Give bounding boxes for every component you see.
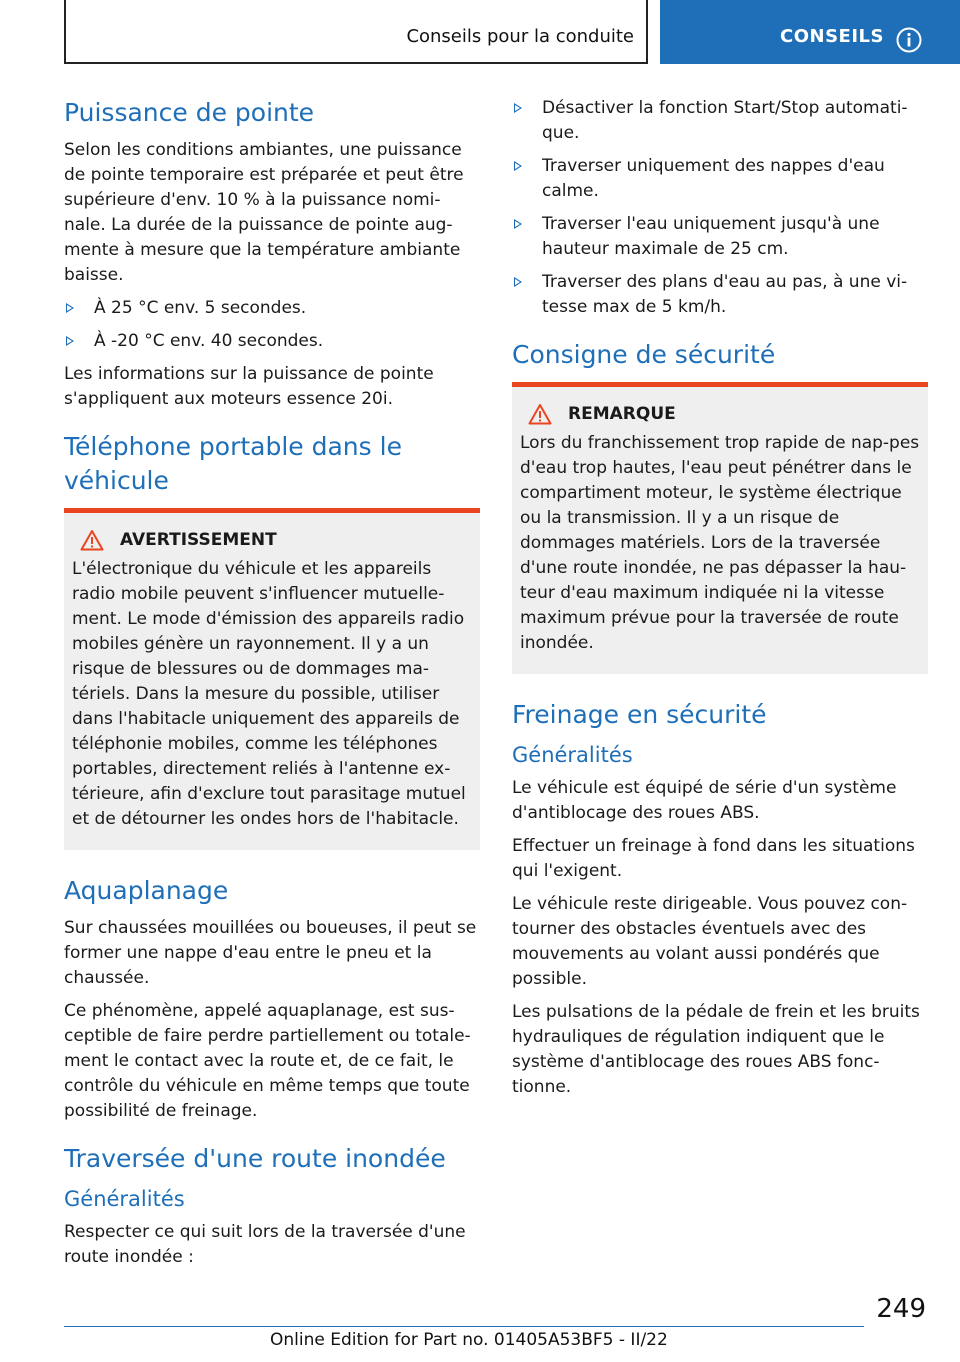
warning-box xyxy=(64,508,480,850)
list-item: À -20 °C env. 40 secondes. xyxy=(64,329,480,354)
right-column xyxy=(512,96,928,1108)
triangle-bullet-icon xyxy=(514,161,522,171)
list-item: Traverser l'eau uniquement jusqu'à une hauteur maximale de 25 cm. xyxy=(512,212,928,262)
paragraph-traversee: Respecter ce qui suit lors de la traversée d'une route inondée : xyxy=(64,1222,466,1267)
paragraph-aquaplanage-2: Ce phénomène, appelé aquaplanage, est sus-ceptible de faire perdre partiellement ou totale-ment le contact avec la route et, de ce fait, le contrôle du véhicule en même temps que toute possibilité de freinage. xyxy=(64,1001,471,1121)
footer-divider xyxy=(64,1326,864,1327)
heading-puissance-de-pointe: Puissance de pointe xyxy=(64,98,315,127)
list-item: Traverser uniquement des nappes d'eau calme. xyxy=(512,154,928,204)
heading-traversee: Traversée d'une route inondée xyxy=(64,1144,446,1173)
header-section-box xyxy=(64,0,648,64)
paragraph-freinage-1: Le véhicule est équipé de série d'un système d'antiblocage des roues ABS. xyxy=(512,778,897,823)
left-column xyxy=(64,96,480,1278)
triangle-bullet-icon xyxy=(66,336,74,346)
triangle-bullet-icon xyxy=(514,103,522,113)
header-section-title: Conseils pour la conduite xyxy=(406,26,634,47)
triangle-bullet-icon xyxy=(514,277,522,287)
subheading-generalites: Généralités xyxy=(64,1187,185,1211)
remark-title: REMARQUE xyxy=(568,404,676,424)
info-icon xyxy=(896,27,922,53)
list-item: Traverser des plans d'eau au pas, à une vi-tesse max de 5 km/h. xyxy=(512,270,928,320)
remark-box xyxy=(512,382,928,674)
heading-telephone-portable: Téléphone portable dans le véhicule xyxy=(64,432,402,495)
heading-consigne-securite: Consigne de sécurité xyxy=(512,340,776,369)
triangle-bullet-icon xyxy=(514,219,522,229)
heading-freinage: Freinage en sécurité xyxy=(512,700,767,729)
warning-title: AVERTISSEMENT xyxy=(120,530,277,550)
page-number: 249 xyxy=(876,1294,926,1324)
paragraph-freinage-4: Les pulsations de la pédale de frein et les bruits hydrauliques de régulation indiquent que le système d'antiblocage des roues ABS fonc-tionne. xyxy=(512,1002,920,1097)
paragraph-puissance-2: Les informations sur la puissance de pointe s'appliquent aux moteurs essence 20i. xyxy=(64,364,434,409)
warning-triangle-icon xyxy=(528,403,552,425)
triangle-bullet-icon xyxy=(66,303,74,313)
list-item: À 25 °C env. 5 secondes. xyxy=(64,296,480,321)
warning-triangle-icon xyxy=(80,529,104,551)
heading-aquaplanage: Aquaplanage xyxy=(64,876,229,905)
paragraph-freinage-2: Effectuer un freinage à fond dans les situations qui l'exigent. xyxy=(512,836,915,881)
paragraph-aquaplanage-1: Sur chaussées mouillées ou boueuses, il peut se former une nappe d'eau entre le pneu et la chaussée. xyxy=(64,918,477,988)
header-chapter-box xyxy=(660,0,960,64)
paragraph-freinage-3: Le véhicule reste dirigeable. Vous pouvez con-tourner des obstacles éventuels avec des mouvements au volant aussi pondérés que possible. xyxy=(512,894,908,989)
subheading-generalites: Généralités xyxy=(512,743,633,767)
list-item: Désactiver la fonction Start/Stop automati-que. xyxy=(512,96,928,146)
edition-footer: Online Edition for Part no. 01405A53BF5 - II/22 xyxy=(270,1330,668,1350)
paragraph-puissance-1: Selon les conditions ambiantes, une puissance de pointe temporaire est préparée et peut être supérieure d'env. 10 % à la puissance nomi-nale. La durée de la puissance de pointe aug-mente à mesure que la température ambiante baisse. xyxy=(64,140,464,285)
remark-text: Lors du franchissement trop rapide de nap-pes d'eau trop hautes, l'eau peut pénétrer dans le compartiment moteur, le système électrique ou la transmission. Il y a un risque de dommages matériels. Lors de la traversée d'une route inondée, ne pas dépasser la hau-teur d'eau maximum indiquée ni la vitesse maximum prévue pour la traversée de route inondée. xyxy=(520,433,920,653)
list-traversee xyxy=(512,96,928,320)
header-chapter-title: CONSEILS xyxy=(780,26,884,47)
list-puissance xyxy=(64,296,480,354)
warning-text: L'électronique du véhicule et les appareils radio mobile peuvent s'influencer mutuelle-ment. Le mode d'émission des appareils radio mobiles génère un rayonnement. Il y a un risque de blessures ou de dommages ma-tériels. Dans la mesure du possible, utiliser dans l'habitacle uniquement des appareils de téléphonie mobiles, comme les téléphones portables, directement reliés à l'antenne ex-térieure, afin d'exclure tout parasitage mutuel et de détourner les ondes hors de l'habitacle. xyxy=(72,559,466,829)
